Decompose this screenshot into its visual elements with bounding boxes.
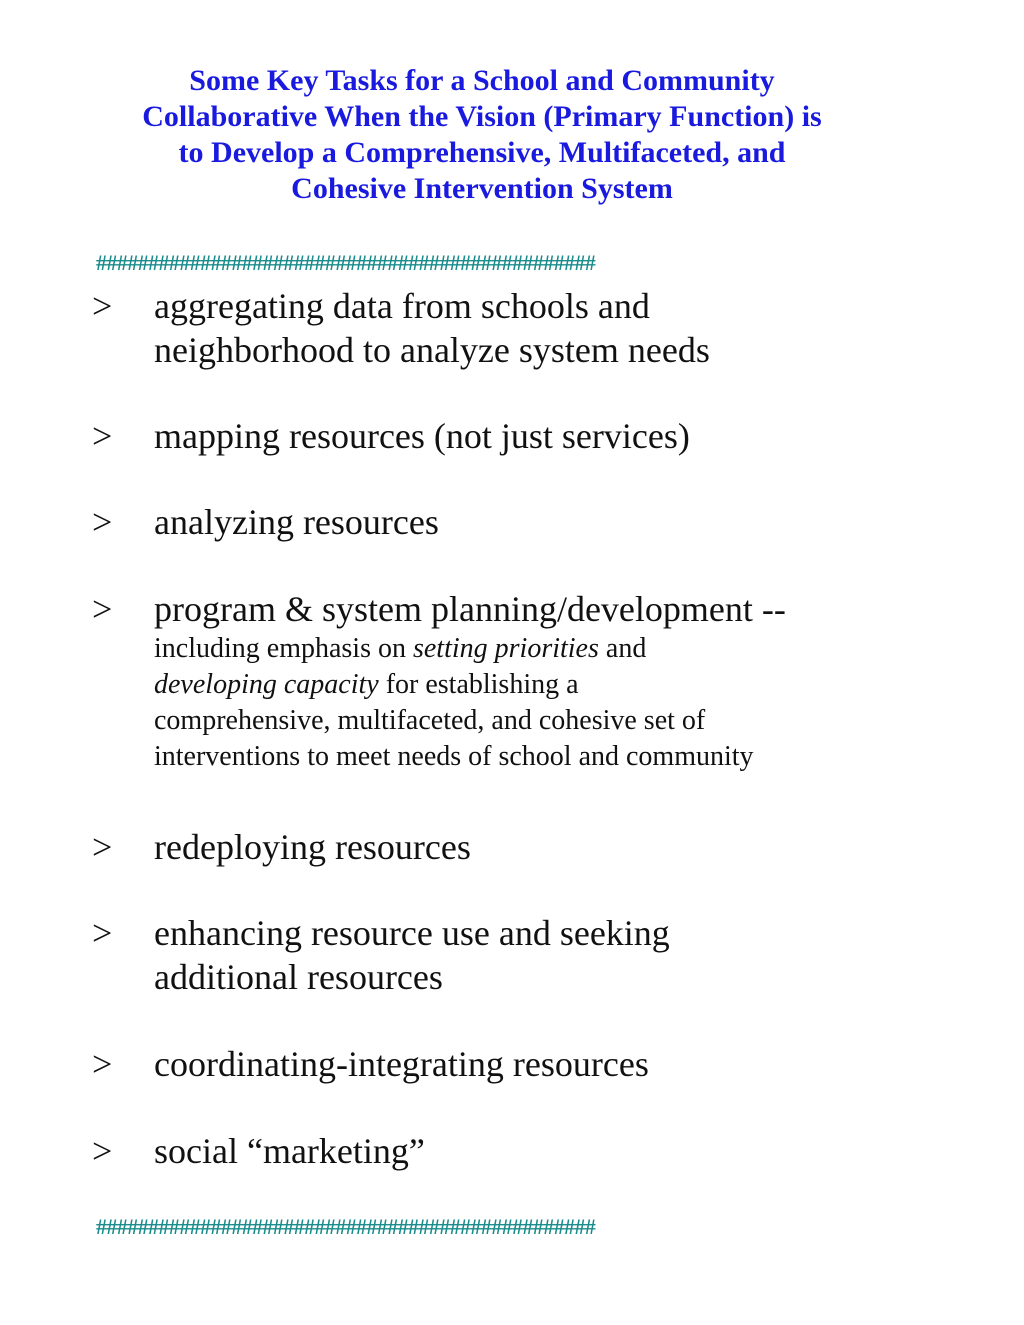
detail-text: including emphasis on xyxy=(154,633,413,664)
detail-emphasis: developing capacity xyxy=(154,669,379,700)
item-line: coordinating-integrating resources xyxy=(154,1044,649,1084)
item-line: social “marketing” xyxy=(154,1131,425,1171)
item-text xyxy=(154,587,914,775)
item-text xyxy=(154,284,914,372)
item-text xyxy=(154,911,914,999)
bullet-marker: > xyxy=(92,589,113,629)
item-line: redeploying resources xyxy=(154,827,471,867)
item-detail-line xyxy=(154,631,914,667)
title-line: Some Key Tasks for a School and Community xyxy=(189,64,775,97)
bullet-marker: > xyxy=(92,502,113,542)
item-detail-line: comprehensive, multifaceted, and cohesive set of xyxy=(154,705,706,736)
bullet-marker: > xyxy=(92,1044,113,1084)
page-title xyxy=(60,63,904,207)
bullet-marker: > xyxy=(92,913,113,953)
item-line: additional resources xyxy=(154,957,443,997)
item-line: analyzing resources xyxy=(154,502,439,542)
item-line: mapping resources (not just services) xyxy=(154,416,690,456)
item-line: aggregating data from schools and xyxy=(154,286,650,326)
detail-emphasis: setting priorities xyxy=(412,633,599,664)
detail-text: for establishing a xyxy=(378,669,579,700)
item-line: neighborhood to analyze system needs xyxy=(154,330,710,370)
bullet-marker: > xyxy=(92,416,113,456)
title-line: Collaborative When the Vision (Primary Function) is xyxy=(142,100,822,133)
item-text xyxy=(154,500,914,544)
title-line: to Develop a Comprehensive, Multifaceted, and xyxy=(178,136,786,169)
item-text xyxy=(154,825,914,869)
item-text xyxy=(154,414,914,458)
bullet-marker: > xyxy=(92,286,113,326)
item-line: enhancing resource use and seeking xyxy=(154,913,670,953)
item-text xyxy=(154,1042,914,1086)
title-line: Cohesive Intervention System xyxy=(291,172,673,205)
item-detail-line: interventions to meet needs of school and community xyxy=(154,741,754,772)
item-detail-line xyxy=(154,667,914,703)
bullet-marker: > xyxy=(92,827,113,867)
divider-bottom: ################################################ xyxy=(96,1214,596,1239)
item-text xyxy=(154,1129,914,1173)
detail-text: and xyxy=(598,633,647,664)
divider-top: ################################################ xyxy=(96,250,596,275)
item-line: program & system planning/development -- xyxy=(154,589,786,629)
bullet-marker: > xyxy=(92,1131,113,1171)
